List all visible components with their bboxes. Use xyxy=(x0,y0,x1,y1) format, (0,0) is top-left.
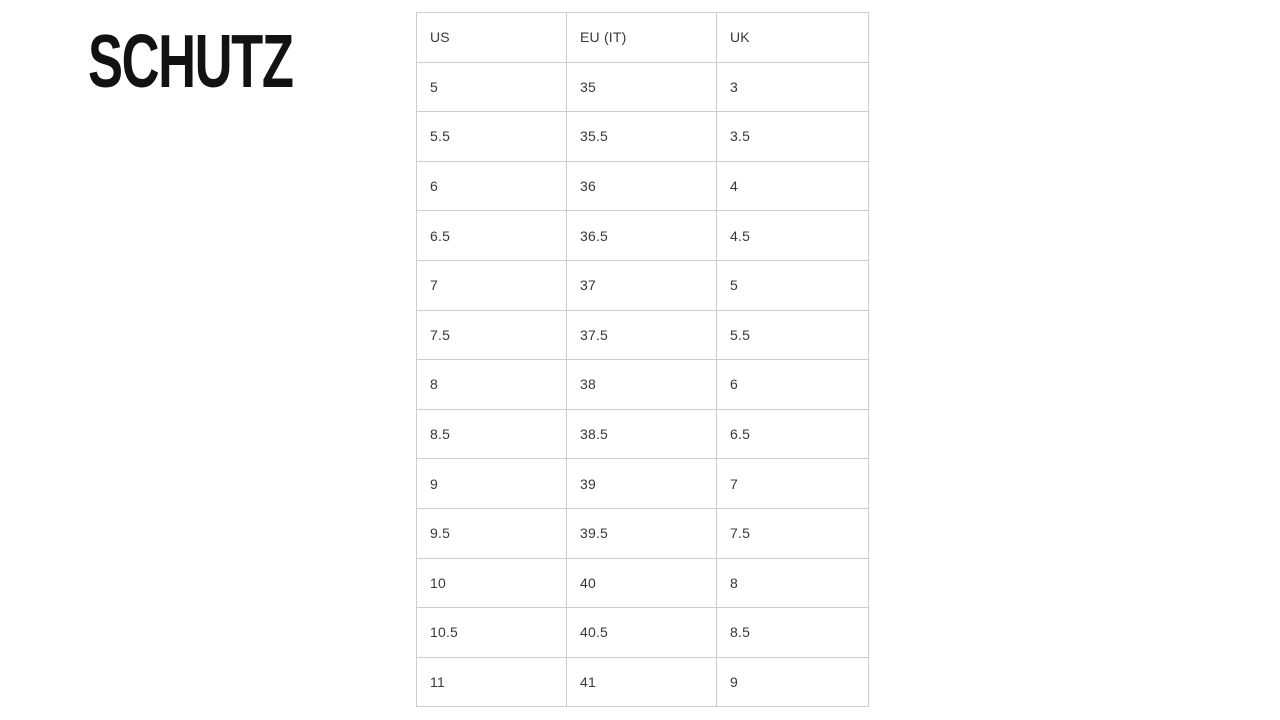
column-header-uk: UK xyxy=(717,13,869,63)
cell-us: 10.5 xyxy=(417,608,567,658)
cell-eu: 39.5 xyxy=(567,508,717,558)
cell-us: 9.5 xyxy=(417,508,567,558)
cell-uk: 3 xyxy=(717,62,869,112)
table-row xyxy=(417,310,869,360)
cell-eu: 35.5 xyxy=(567,112,717,162)
cell-us: 8.5 xyxy=(417,409,567,459)
table-row xyxy=(417,608,869,658)
cell-us: 11 xyxy=(417,657,567,707)
cell-eu: 36.5 xyxy=(567,211,717,261)
cell-eu: 37.5 xyxy=(567,310,717,360)
table-row xyxy=(417,112,869,162)
table-row xyxy=(417,558,869,608)
table-row xyxy=(417,360,869,410)
cell-eu: 40.5 xyxy=(567,608,717,658)
cell-us: 5.5 xyxy=(417,112,567,162)
table-header-row xyxy=(417,13,869,63)
table-row xyxy=(417,409,869,459)
cell-eu: 38.5 xyxy=(567,409,717,459)
brand-logo: SCHUTZ xyxy=(88,19,293,103)
cell-eu: 39 xyxy=(567,459,717,509)
cell-eu: 38 xyxy=(567,360,717,410)
cell-us: 6.5 xyxy=(417,211,567,261)
cell-us: 5 xyxy=(417,62,567,112)
cell-us: 9 xyxy=(417,459,567,509)
cell-uk: 9 xyxy=(717,657,869,707)
cell-uk: 6.5 xyxy=(717,409,869,459)
table-row xyxy=(417,211,869,261)
size-chart-table xyxy=(416,12,869,707)
table-row xyxy=(417,459,869,509)
cell-uk: 7.5 xyxy=(717,508,869,558)
cell-us: 7 xyxy=(417,260,567,310)
cell-us: 6 xyxy=(417,161,567,211)
cell-uk: 7 xyxy=(717,459,869,509)
cell-uk: 4.5 xyxy=(717,211,869,261)
table-row xyxy=(417,508,869,558)
cell-uk: 6 xyxy=(717,360,869,410)
table-row xyxy=(417,260,869,310)
cell-us: 10 xyxy=(417,558,567,608)
column-header-eu-it: EU (IT) xyxy=(567,13,717,63)
cell-eu: 36 xyxy=(567,161,717,211)
table-row xyxy=(417,161,869,211)
cell-uk: 4 xyxy=(717,161,869,211)
cell-uk: 3.5 xyxy=(717,112,869,162)
cell-eu: 37 xyxy=(567,260,717,310)
cell-uk: 8 xyxy=(717,558,869,608)
column-header-us: US xyxy=(417,13,567,63)
cell-us: 7.5 xyxy=(417,310,567,360)
cell-uk: 5.5 xyxy=(717,310,869,360)
cell-uk: 5 xyxy=(717,260,869,310)
table-row xyxy=(417,62,869,112)
cell-eu: 40 xyxy=(567,558,717,608)
cell-uk: 8.5 xyxy=(717,608,869,658)
cell-eu: 41 xyxy=(567,657,717,707)
cell-us: 8 xyxy=(417,360,567,410)
cell-eu: 35 xyxy=(567,62,717,112)
table-row xyxy=(417,657,869,707)
